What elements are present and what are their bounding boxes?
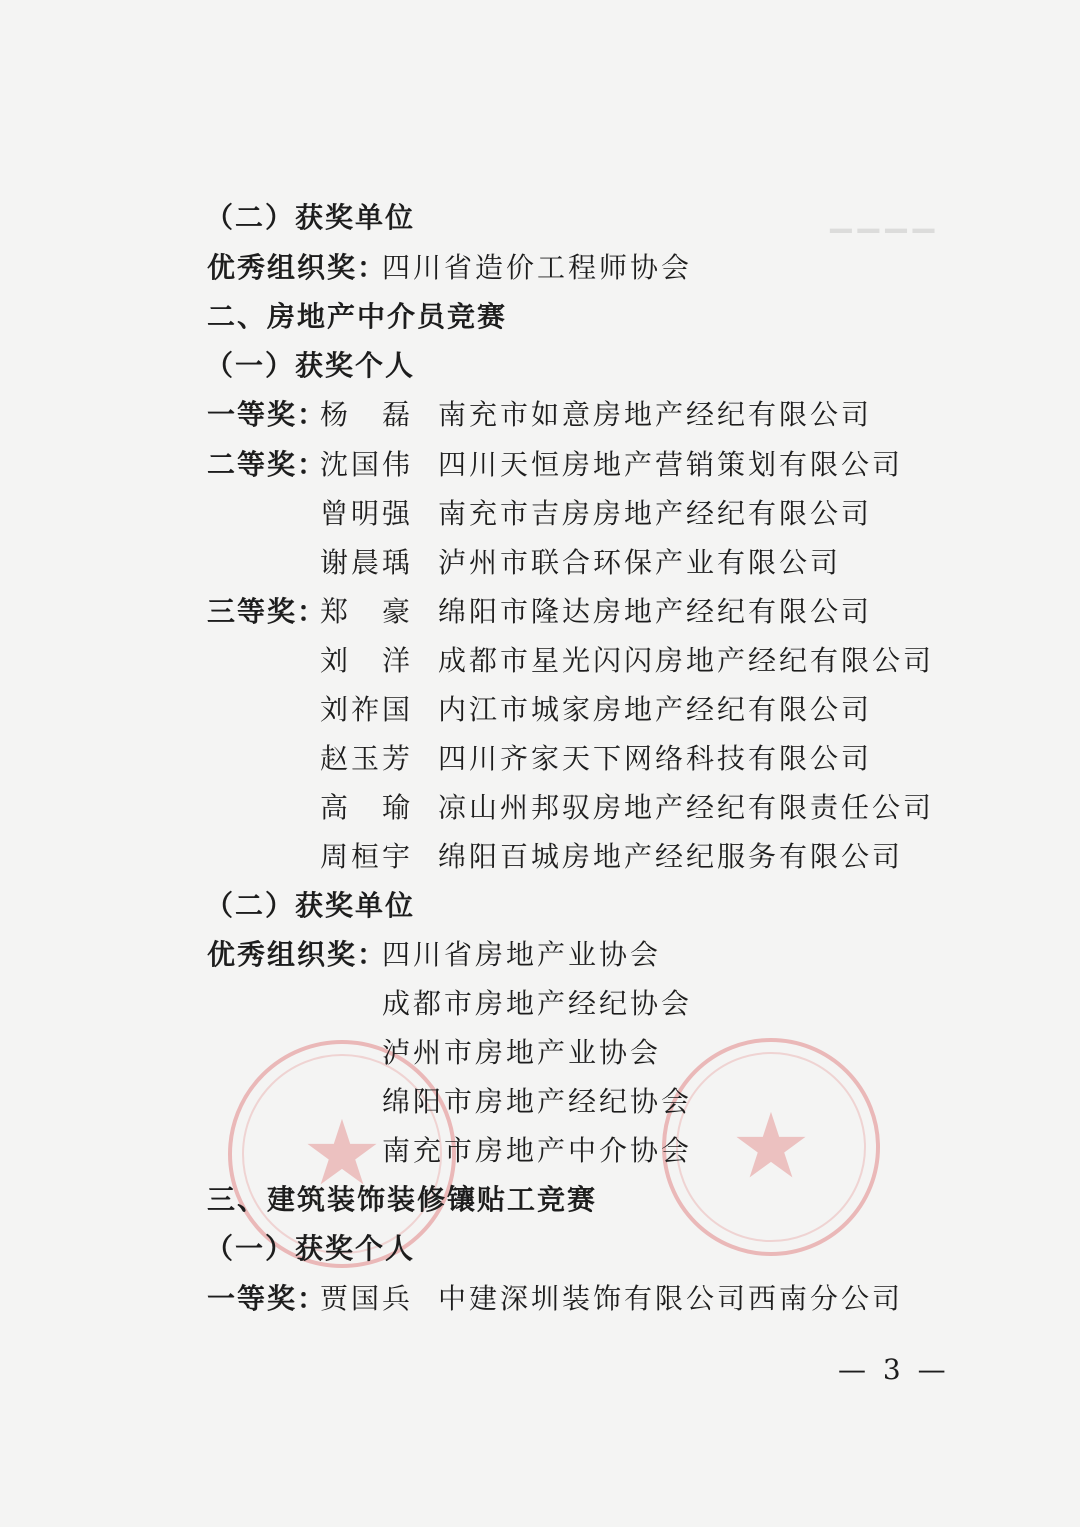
winner-organization: 绵阳百城房地产经纪服务有限公司	[438, 840, 904, 873]
section3-individual-heading: （一）获奖个人	[205, 1232, 416, 1265]
award-organization: 四川省房地产业协会	[382, 938, 662, 971]
winner-name: 高 瑜	[320, 791, 414, 824]
page-number: — 3 —	[838, 1353, 950, 1386]
section3-title: 三、建筑装饰装修镶贴工竞赛	[207, 1183, 598, 1216]
star-icon: ★	[730, 1094, 812, 1199]
prev-org-award-org: 四川省造价工程师协会	[382, 251, 693, 284]
winner-organization: 成都市星光闪闪房地产经纪有限公司	[438, 644, 935, 677]
winner-name: 贾国兵	[320, 1282, 414, 1315]
winner-name: 刘祚国	[320, 693, 414, 726]
winner-name: 曾明强	[320, 497, 414, 530]
star-icon: ★	[301, 1101, 383, 1206]
award-organization: 成都市房地产经纪协会	[382, 987, 693, 1020]
winner-organization: 内江市城家房地产经纪有限公司	[438, 693, 873, 726]
winner-organization: 四川齐家天下网络科技有限公司	[438, 742, 873, 775]
section2-title: 二、房地产中介员竞赛	[207, 300, 508, 333]
winner-name: 郑 豪	[320, 595, 414, 628]
bleed-through-text: ▁▁▁▁	[830, 200, 941, 233]
winner-name: 赵玉芳	[320, 742, 414, 775]
prev-org-award-label: 优秀组织奖：	[207, 251, 388, 284]
winner-name: 周桓宇	[320, 840, 414, 873]
award-level: 二等奖：	[207, 448, 328, 481]
winner-organization: 凉山州邦驭房地产经纪有限责任公司	[438, 791, 935, 824]
section2-unit-heading: （二）获奖单位	[205, 889, 416, 922]
section2-org-award-label: 优秀组织奖：	[207, 938, 388, 971]
winner-organization: 中建深圳装饰有限公司西南分公司	[438, 1282, 904, 1315]
winner-name: 沈国伟	[320, 448, 414, 481]
section2-individual-heading: （一）获奖个人	[205, 349, 416, 382]
prev-unit-heading: （二）获奖单位	[205, 201, 416, 234]
award-level: 一等奖：	[207, 1282, 328, 1315]
winner-name: 杨 磊	[320, 398, 414, 431]
award-level: 一等奖：	[207, 398, 328, 431]
winner-name: 刘 洋	[320, 644, 414, 677]
award-organization: 泸州市房地产业协会	[382, 1036, 662, 1069]
winner-organization: 四川天恒房地产营销策划有限公司	[438, 448, 904, 481]
winner-organization: 绵阳市隆达房地产经纪有限公司	[438, 595, 873, 628]
winner-organization: 南充市如意房地产经纪有限公司	[438, 398, 873, 431]
winner-organization: 南充市吉房房地产经纪有限公司	[438, 497, 873, 530]
official-seal-right	[662, 1038, 880, 1256]
award-organization: 南充市房地产中介协会	[382, 1134, 693, 1167]
award-level: 三等奖：	[207, 595, 328, 628]
winner-organization: 泸州市联合环保产业有限公司	[438, 546, 842, 579]
award-organization: 绵阳市房地产经纪协会	[382, 1085, 693, 1118]
winner-name: 谢晨瑀	[320, 546, 414, 579]
